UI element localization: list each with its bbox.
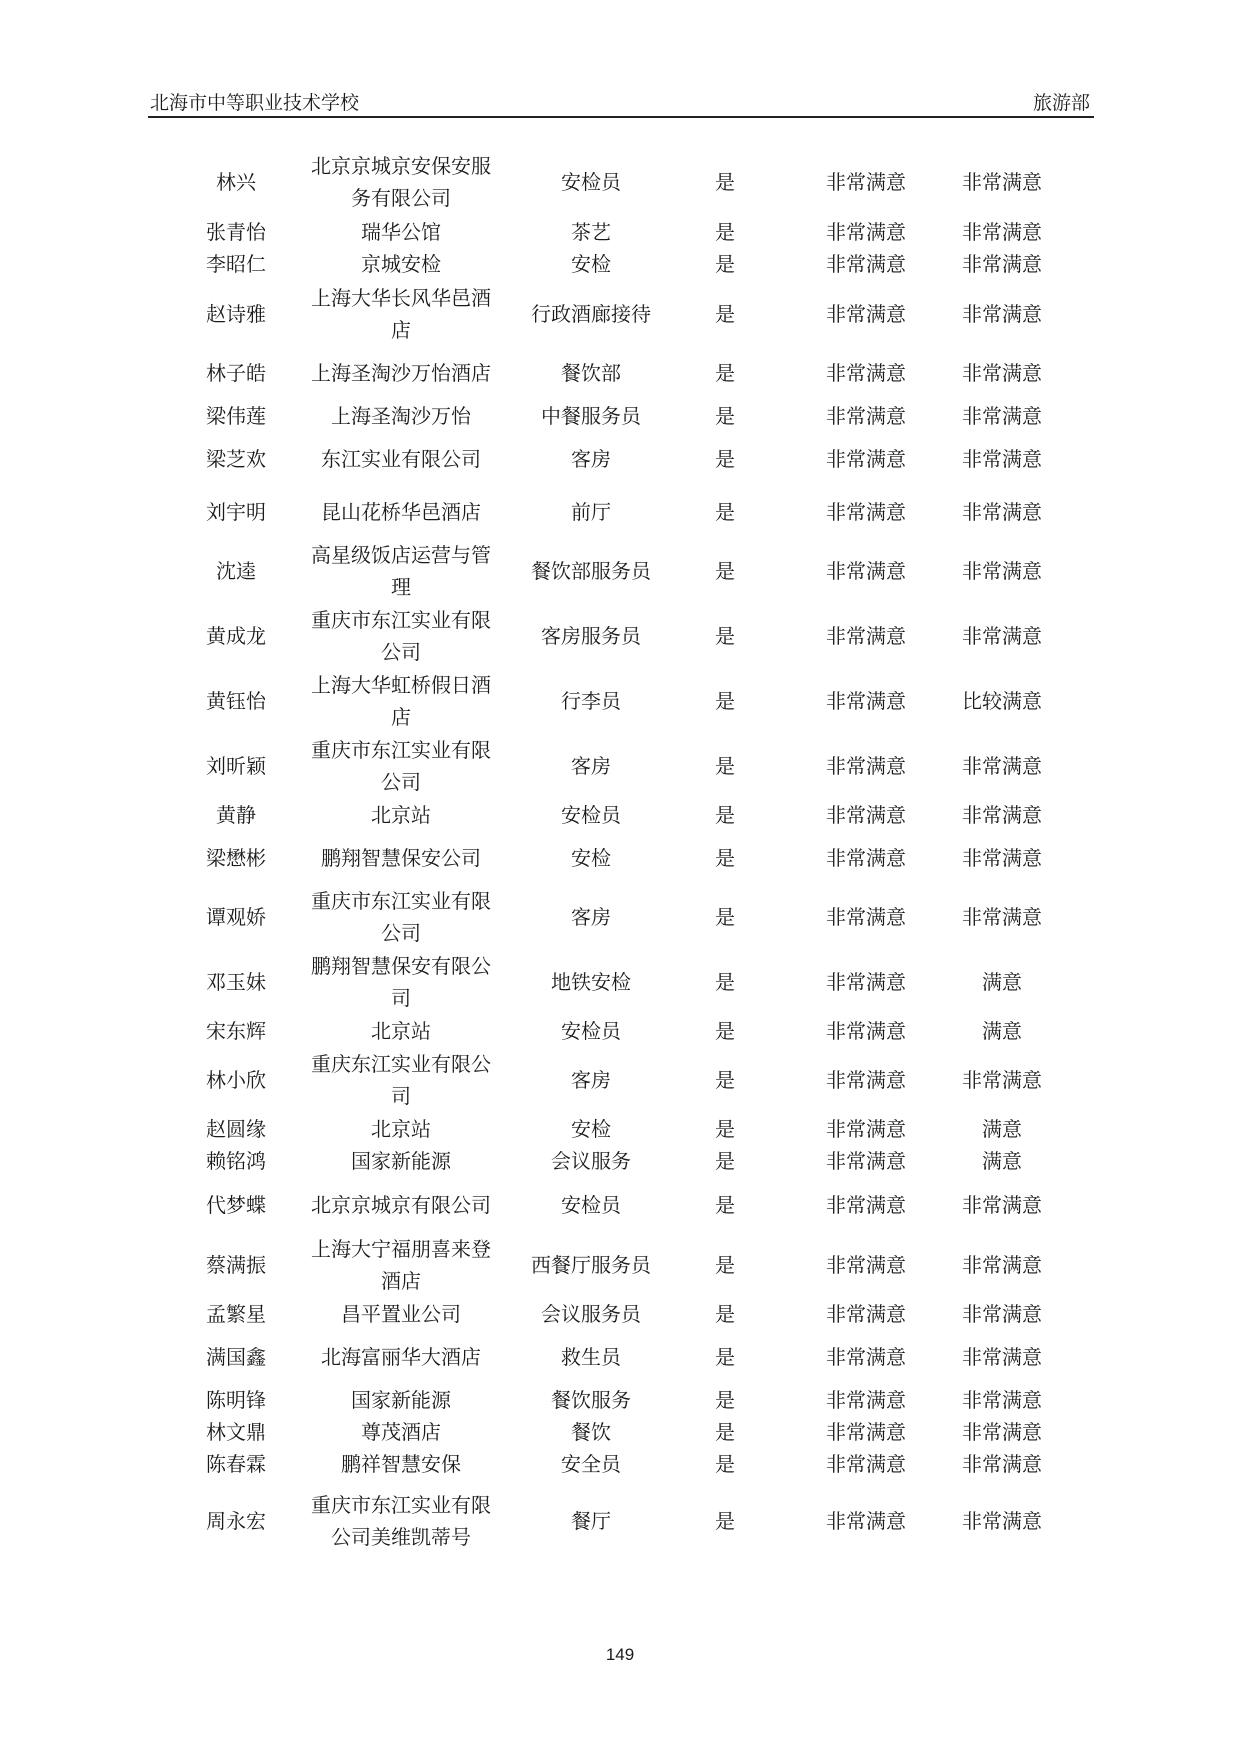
position-cell: 餐饮服务 [551, 1388, 631, 1412]
company-cell: 北海富丽华大酒店 [321, 1345, 481, 1369]
student-satisfaction-cell: 非常满意 [826, 1420, 906, 1444]
counterpart-cell: 是 [715, 1149, 735, 1173]
counterpart-cell: 是 [715, 500, 735, 524]
student-name-cell: 张青怡 [206, 220, 266, 244]
company-cell: 瑞华公馆 [361, 220, 441, 244]
student-name-cell: 谭观娇 [206, 905, 266, 929]
student-name-cell: 赵圆缘 [206, 1117, 266, 1141]
position-cell: 安检 [571, 1117, 611, 1141]
company-cell: 重庆市东江实业有限 公司 [311, 738, 491, 794]
student-satisfaction-cell: 非常满意 [826, 905, 906, 929]
position-cell: 餐饮 [571, 1420, 611, 1444]
position-cell: 安检 [571, 846, 611, 870]
counterpart-cell: 是 [715, 624, 735, 648]
employer-satisfaction-cell: 非常满意 [962, 170, 1042, 194]
student-name-cell: 陈明锋 [206, 1388, 266, 1412]
student-name-cell: 赖铭鸿 [206, 1149, 266, 1173]
counterpart-cell: 是 [715, 1388, 735, 1412]
employer-satisfaction-cell: 满意 [982, 1149, 1022, 1173]
company-cell: 上海圣淘沙万怡酒店 [311, 361, 491, 385]
student-satisfaction-cell: 非常满意 [826, 970, 906, 994]
company-cell: 高星级饭店运营与管 理 [311, 543, 491, 599]
counterpart-cell: 是 [715, 302, 735, 326]
company-cell: 北京京城京有限公司 [311, 1193, 491, 1217]
employer-satisfaction-cell: 非常满意 [962, 1345, 1042, 1369]
counterpart-cell: 是 [715, 689, 735, 713]
student-satisfaction-cell: 非常满意 [826, 1117, 906, 1141]
employer-satisfaction-cell: 非常满意 [962, 846, 1042, 870]
counterpart-cell: 是 [715, 905, 735, 929]
company-cell: 重庆市东江实业有限 公司美维凯蒂号 [311, 1493, 491, 1549]
employer-satisfaction-cell: 非常满意 [962, 252, 1042, 276]
company-cell: 北京站 [371, 1117, 431, 1141]
employer-satisfaction-cell: 满意 [982, 1019, 1022, 1043]
student-name-cell: 黄钰怡 [206, 689, 266, 713]
employer-satisfaction-cell: 非常满意 [962, 1388, 1042, 1412]
company-cell: 北京站 [371, 1019, 431, 1043]
position-cell: 安全员 [561, 1452, 621, 1476]
company-cell: 鹏翔智慧保安有限公 司 [311, 954, 491, 1010]
company-cell: 东江实业有限公司 [321, 447, 481, 471]
counterpart-cell: 是 [715, 1068, 735, 1092]
employer-satisfaction-cell: 非常满意 [962, 220, 1042, 244]
position-cell: 安检员 [561, 1193, 621, 1217]
student-name-cell: 满国鑫 [206, 1345, 266, 1369]
student-name-cell: 蔡满振 [206, 1253, 266, 1277]
student-satisfaction-cell: 非常满意 [826, 846, 906, 870]
employer-satisfaction-cell: 非常满意 [962, 1068, 1042, 1092]
company-cell: 重庆市东江实业有限 公司 [311, 608, 491, 664]
company-cell: 重庆东江实业有限公 司 [311, 1052, 491, 1108]
position-cell: 餐饮部 [561, 361, 621, 385]
student-name-cell: 刘昕颖 [206, 754, 266, 778]
position-cell: 客房 [571, 905, 611, 929]
student-name-cell: 周永宏 [206, 1509, 266, 1533]
company-cell: 京城安检 [361, 252, 441, 276]
employer-satisfaction-cell: 非常满意 [962, 754, 1042, 778]
employer-satisfaction-cell: 非常满意 [962, 1302, 1042, 1326]
student-name-cell: 林文鼎 [206, 1420, 266, 1444]
student-name-cell: 邓玉妹 [206, 970, 266, 994]
employer-satisfaction-cell: 非常满意 [962, 1509, 1042, 1533]
student-name-cell: 黄静 [216, 803, 256, 827]
student-satisfaction-cell: 非常满意 [826, 1019, 906, 1043]
position-cell: 中餐服务员 [541, 404, 641, 428]
student-satisfaction-cell: 非常满意 [826, 1149, 906, 1173]
position-cell: 客房 [571, 1068, 611, 1092]
student-satisfaction-cell: 非常满意 [826, 1193, 906, 1217]
student-name-cell: 赵诗雅 [206, 302, 266, 326]
position-cell: 安检 [571, 252, 611, 276]
student-satisfaction-cell: 非常满意 [826, 500, 906, 524]
position-cell: 茶艺 [571, 220, 611, 244]
student-name-cell: 孟繁星 [206, 1302, 266, 1326]
counterpart-cell: 是 [715, 361, 735, 385]
student-satisfaction-cell: 非常满意 [826, 803, 906, 827]
counterpart-cell: 是 [715, 970, 735, 994]
department-name: 旅游部 [1032, 92, 1090, 114]
position-cell: 餐厅 [571, 1509, 611, 1533]
position-cell: 会议服务 [551, 1149, 631, 1173]
counterpart-cell: 是 [715, 404, 735, 428]
employer-satisfaction-cell: 比较满意 [962, 689, 1042, 713]
employer-satisfaction-cell: 非常满意 [962, 1452, 1042, 1476]
employer-satisfaction-cell: 非常满意 [962, 361, 1042, 385]
counterpart-cell: 是 [715, 1420, 735, 1444]
student-satisfaction-cell: 非常满意 [826, 404, 906, 428]
counterpart-cell: 是 [715, 1509, 735, 1533]
student-satisfaction-cell: 非常满意 [826, 1253, 906, 1277]
student-satisfaction-cell: 非常满意 [826, 170, 906, 194]
company-cell: 昌平置业公司 [341, 1302, 461, 1326]
student-satisfaction-cell: 非常满意 [826, 361, 906, 385]
employer-satisfaction-cell: 非常满意 [962, 302, 1042, 326]
position-cell: 行李员 [561, 689, 621, 713]
employer-satisfaction-cell: 非常满意 [962, 803, 1042, 827]
counterpart-cell: 是 [715, 1253, 735, 1277]
student-satisfaction-cell: 非常满意 [826, 754, 906, 778]
school-name: 北海市中等职业技术学校 [150, 92, 360, 114]
counterpart-cell: 是 [715, 220, 735, 244]
student-name-cell: 陈春霖 [206, 1452, 266, 1476]
student-name-cell: 梁伟莲 [206, 404, 266, 428]
position-cell: 救生员 [561, 1345, 621, 1369]
student-satisfaction-cell: 非常满意 [826, 1068, 906, 1092]
company-cell: 重庆市东江实业有限 公司 [311, 889, 491, 945]
student-name-cell: 刘宇明 [206, 500, 266, 524]
employer-satisfaction-cell: 非常满意 [962, 1420, 1042, 1444]
student-name-cell: 林子皓 [206, 361, 266, 385]
student-name-cell: 代梦蝶 [206, 1193, 266, 1217]
position-cell: 餐饮部服务员 [531, 559, 651, 583]
position-cell: 地铁安检 [551, 970, 631, 994]
position-cell: 客房 [571, 447, 611, 471]
student-name-cell: 黄成龙 [206, 624, 266, 648]
counterpart-cell: 是 [715, 1452, 735, 1476]
student-satisfaction-cell: 非常满意 [826, 624, 906, 648]
position-cell: 安检员 [561, 170, 621, 194]
employer-satisfaction-cell: 满意 [982, 1117, 1022, 1141]
student-name-cell: 沈逵 [216, 559, 256, 583]
company-cell: 北京站 [371, 803, 431, 827]
student-name-cell: 宋东辉 [206, 1019, 266, 1043]
company-cell: 国家新能源 [351, 1149, 451, 1173]
company-cell: 鹏祥智慧安保 [341, 1452, 461, 1476]
employer-satisfaction-cell: 非常满意 [962, 404, 1042, 428]
position-cell: 安检员 [561, 803, 621, 827]
company-cell: 上海圣淘沙万怡 [331, 404, 471, 428]
student-name-cell: 梁懋彬 [206, 846, 266, 870]
counterpart-cell: 是 [715, 559, 735, 583]
counterpart-cell: 是 [715, 447, 735, 471]
page-number: 149 [605, 1645, 635, 1664]
position-cell: 前厅 [571, 500, 611, 524]
counterpart-cell: 是 [715, 1117, 735, 1141]
student-satisfaction-cell: 非常满意 [826, 252, 906, 276]
student-name-cell: 李昭仁 [206, 252, 266, 276]
company-cell: 上海大宁福朋喜来登 酒店 [311, 1237, 491, 1293]
employer-satisfaction-cell: 非常满意 [962, 1193, 1042, 1217]
company-cell: 昆山花桥华邑酒店 [321, 500, 481, 524]
company-cell: 尊茂酒店 [361, 1420, 441, 1444]
counterpart-cell: 是 [715, 803, 735, 827]
company-cell: 国家新能源 [351, 1388, 451, 1412]
student-satisfaction-cell: 非常满意 [826, 1345, 906, 1369]
student-satisfaction-cell: 非常满意 [826, 559, 906, 583]
company-cell: 鹏翔智慧保安公司 [321, 846, 481, 870]
student-name-cell: 梁芝欢 [206, 447, 266, 471]
company-cell: 上海大华长风华邑酒 店 [311, 286, 491, 342]
position-cell: 安检员 [561, 1019, 621, 1043]
counterpart-cell: 是 [715, 1193, 735, 1217]
student-name-cell: 林兴 [216, 170, 256, 194]
page-header [148, 86, 1094, 118]
position-cell: 行政酒廊接待 [531, 302, 651, 326]
counterpart-cell: 是 [715, 1019, 735, 1043]
counterpart-cell: 是 [715, 170, 735, 194]
student-satisfaction-cell: 非常满意 [826, 1302, 906, 1326]
employer-satisfaction-cell: 非常满意 [962, 624, 1042, 648]
position-cell: 会议服务员 [541, 1302, 641, 1326]
student-satisfaction-cell: 非常满意 [826, 302, 906, 326]
employer-satisfaction-cell: 非常满意 [962, 500, 1042, 524]
position-cell: 客房服务员 [541, 624, 641, 648]
employer-satisfaction-cell: 非常满意 [962, 447, 1042, 471]
employer-satisfaction-cell: 满意 [982, 970, 1022, 994]
student-satisfaction-cell: 非常满意 [826, 1509, 906, 1533]
position-cell: 客房 [571, 754, 611, 778]
counterpart-cell: 是 [715, 754, 735, 778]
company-cell: 北京京城京安保安服 务有限公司 [311, 154, 491, 210]
company-cell: 上海大华虹桥假日酒 店 [311, 673, 491, 729]
student-satisfaction-cell: 非常满意 [826, 447, 906, 471]
counterpart-cell: 是 [715, 1345, 735, 1369]
student-satisfaction-cell: 非常满意 [826, 689, 906, 713]
employer-satisfaction-cell: 非常满意 [962, 1253, 1042, 1277]
counterpart-cell: 是 [715, 846, 735, 870]
student-satisfaction-cell: 非常满意 [826, 1388, 906, 1412]
student-name-cell: 林小欣 [206, 1068, 266, 1092]
position-cell: 西餐厅服务员 [531, 1253, 651, 1277]
student-satisfaction-cell: 非常满意 [826, 1452, 906, 1476]
counterpart-cell: 是 [715, 1302, 735, 1326]
employer-satisfaction-cell: 非常满意 [962, 905, 1042, 929]
counterpart-cell: 是 [715, 252, 735, 276]
student-satisfaction-cell: 非常满意 [826, 220, 906, 244]
employer-satisfaction-cell: 非常满意 [962, 559, 1042, 583]
